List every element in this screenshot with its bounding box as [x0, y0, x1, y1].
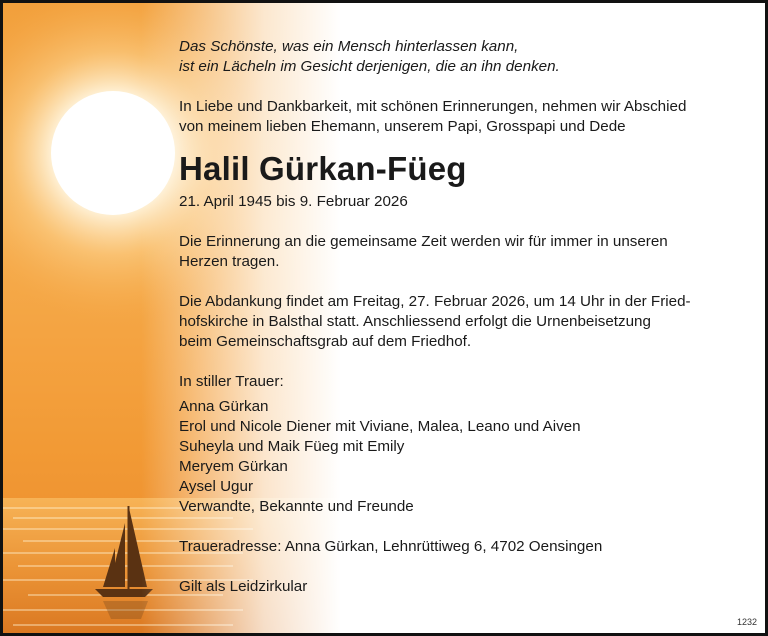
circular-note: Gilt als Leidzirkular [179, 578, 308, 595]
mourning-address: Traueradresse: Anna Gürkan, Lehnrüttiweg 6, 4702 Oensingen [179, 538, 603, 555]
ceremony-line-2: hofskirche in Balsthal statt. Anschliessend erfolgt die Urnenbeisetzung [179, 313, 651, 330]
life-dates: 21. April 1945 bis 9. Februar 2026 [179, 193, 408, 210]
ceremony-line-1: Die Abdankung findet am Freitag, 27. Februar 2026, um 14 Uhr in der Fried- [179, 293, 691, 310]
ceremony-details [179, 292, 739, 352]
mourner-item: Verwandte, Bekannte und Freunde [179, 498, 414, 515]
intro-line-2: von meinem lieben Ehemann, unserem Papi, Grosspapi und Dede [179, 118, 626, 135]
notice-text [179, 37, 739, 597]
memory-line-2: Herzen tragen. [179, 253, 280, 270]
mourner-item: Anna Gürkan [179, 398, 269, 415]
mourners-list [179, 397, 739, 517]
memory-line-1: Die Erinnerung an die gemeinsame Zeit werden wir für immer in unseren [179, 233, 668, 250]
mourner-item: Erol und Nicole Diener mit Viviane, Malea, Leano und Aiven [179, 418, 581, 435]
ceremony-line-3: beim Gemeinschaftsgrab auf dem Friedhof. [179, 333, 472, 350]
deceased-name: Halil Gürkan-Füeg [179, 150, 467, 187]
mourner-item: Meryem Gürkan [179, 458, 288, 475]
memory-text [179, 232, 739, 272]
memorial-quote [179, 37, 739, 77]
reference-number: 1232 [736, 617, 757, 627]
quote-line-1: Das Schönste, was ein Mensch hinterlassen kann, [179, 38, 519, 55]
intro-line-1: In Liebe und Dankbarkeit, mit schönen Erinnerungen, nehmen wir Abschied [179, 98, 687, 115]
quote-line-2: ist ein Lächeln im Gesicht derjenigen, die an ihn denken. [179, 58, 560, 75]
mourner-item: Aysel Ugur [179, 478, 254, 495]
farewell-intro [179, 97, 739, 137]
mourner-item: Suheyla und Maik Füeg mit Emily [179, 438, 405, 455]
mourning-label: In stiller Trauer: [179, 373, 284, 390]
